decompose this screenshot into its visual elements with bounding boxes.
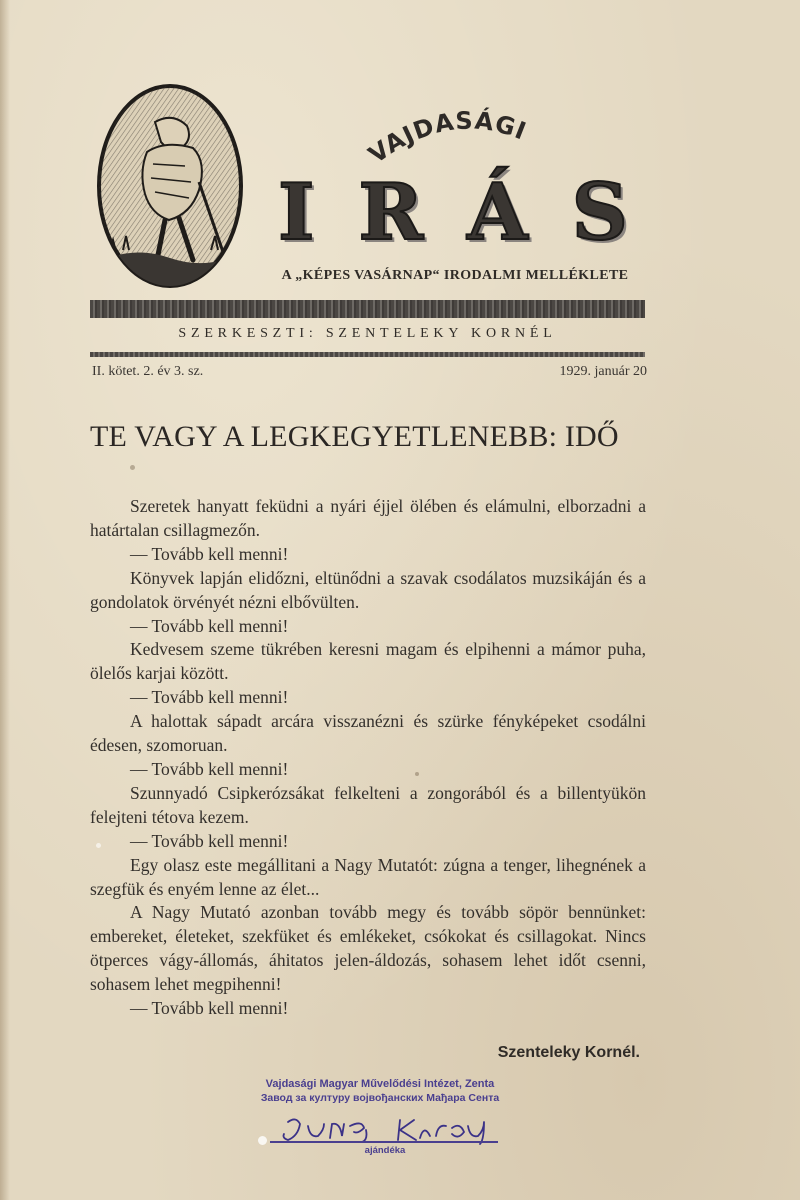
article-refrain: — Tovább kell menni!	[130, 830, 289, 851]
issue-line	[92, 364, 647, 380]
article-headline: TE VAGY A LEGKEGYETLENEBB: IDŐ	[90, 420, 619, 453]
masthead-arc-title	[355, 95, 565, 175]
stamp-institute-hu: Vajdasági Magyar Művelődési Intézet, Zenta	[265, 1078, 495, 1090]
masthead-rule-thin	[90, 352, 645, 357]
stamp-gift-label: ajándéka	[364, 1145, 406, 1156]
paper-speck	[96, 843, 101, 848]
stamp-underline	[270, 1141, 498, 1143]
stamp-institute-sr: Завод за културу војвођанских Мађара Сента	[260, 1092, 500, 1104]
page-shadow-edge	[0, 0, 10, 1200]
article-paragraph: A Nagy Mutató azonban tovább megy és tovább söpör bennünket: embereket, életeket, szekfüket és emlékeket, csókokat és csillagokat. Nincs ötperces vágy-állomás, áhitatos jelen-áldozás, sohasem lehet időt csenni, sohasem lehet megpihenni!	[90, 902, 646, 995]
article-paragraph: Szunnyadó Csipkerózsákat felkelteni a zongorából és a billentyükön felejteni tétova kezem.	[90, 782, 646, 827]
masthead-caption: A „KÉPES VASÁRNAP“ IRODALMI MELLÉKLETE	[281, 268, 629, 283]
article-paragraph: Könyvek lapján elidőzni, eltünődni a szavak csodálatos muzsikáján és a gondolatok örvényét nézni elbővülten.	[90, 567, 646, 612]
svg-text:VAJDASÁGI	[363, 106, 530, 169]
article-refrain: — Tovább kell menni!	[130, 998, 289, 1019]
masthead-rule-thick	[90, 300, 645, 318]
article-paragraph: Szeretek hanyatt feküdni a nyári éjjel ölében és elámulni, elborzadni a határtalan csillagmezőn.	[90, 496, 646, 540]
masthead-title	[278, 167, 628, 258]
article-paragraph: Kedvesem szeme tükrében keresni magam és elpihenni a mámor puha, ölelős karjai között.	[90, 639, 646, 684]
title-letter-r: R	[358, 167, 424, 258]
article-refrain: — Tovább kell menni!	[130, 687, 289, 708]
title-letter-s: S	[571, 167, 628, 258]
library-stamp	[245, 1077, 515, 1105]
paper-speck	[258, 1136, 267, 1145]
article-refrain: — Tovább kell menni!	[130, 615, 289, 636]
paper-speck	[415, 772, 419, 776]
title-letter-i: I	[278, 167, 315, 258]
issue-date: 1929. január 20	[559, 364, 647, 379]
article-paragraph: A halottak sápadt arcára visszanézni és szürke fényképeket csodálni édesen, szomoruan.	[90, 711, 646, 756]
issue-number: II. kötet. 2. év 3. sz.	[92, 364, 204, 379]
title-letter-a: Á	[467, 167, 528, 258]
article-refrain: — Tovább kell menni!	[130, 758, 289, 779]
article-body	[90, 495, 646, 1021]
article-refrain: — Tovább kell menni!	[130, 543, 289, 564]
article-paragraph: Egy olasz este megállitani a Nagy Mutatót: zúgna a tenger, lihegnének a szegfük és enyém lenne az élet...	[90, 854, 646, 899]
author-signature: Szenteleky Kornél.	[497, 1044, 640, 1061]
editor-line: SZERKESZTI: SZENTELEKY KORNÉL	[178, 326, 557, 341]
arc-title-text: VAJDASÁGI	[363, 106, 531, 170]
masthead-logo-illustration	[95, 82, 245, 290]
paper-speck	[130, 465, 135, 470]
